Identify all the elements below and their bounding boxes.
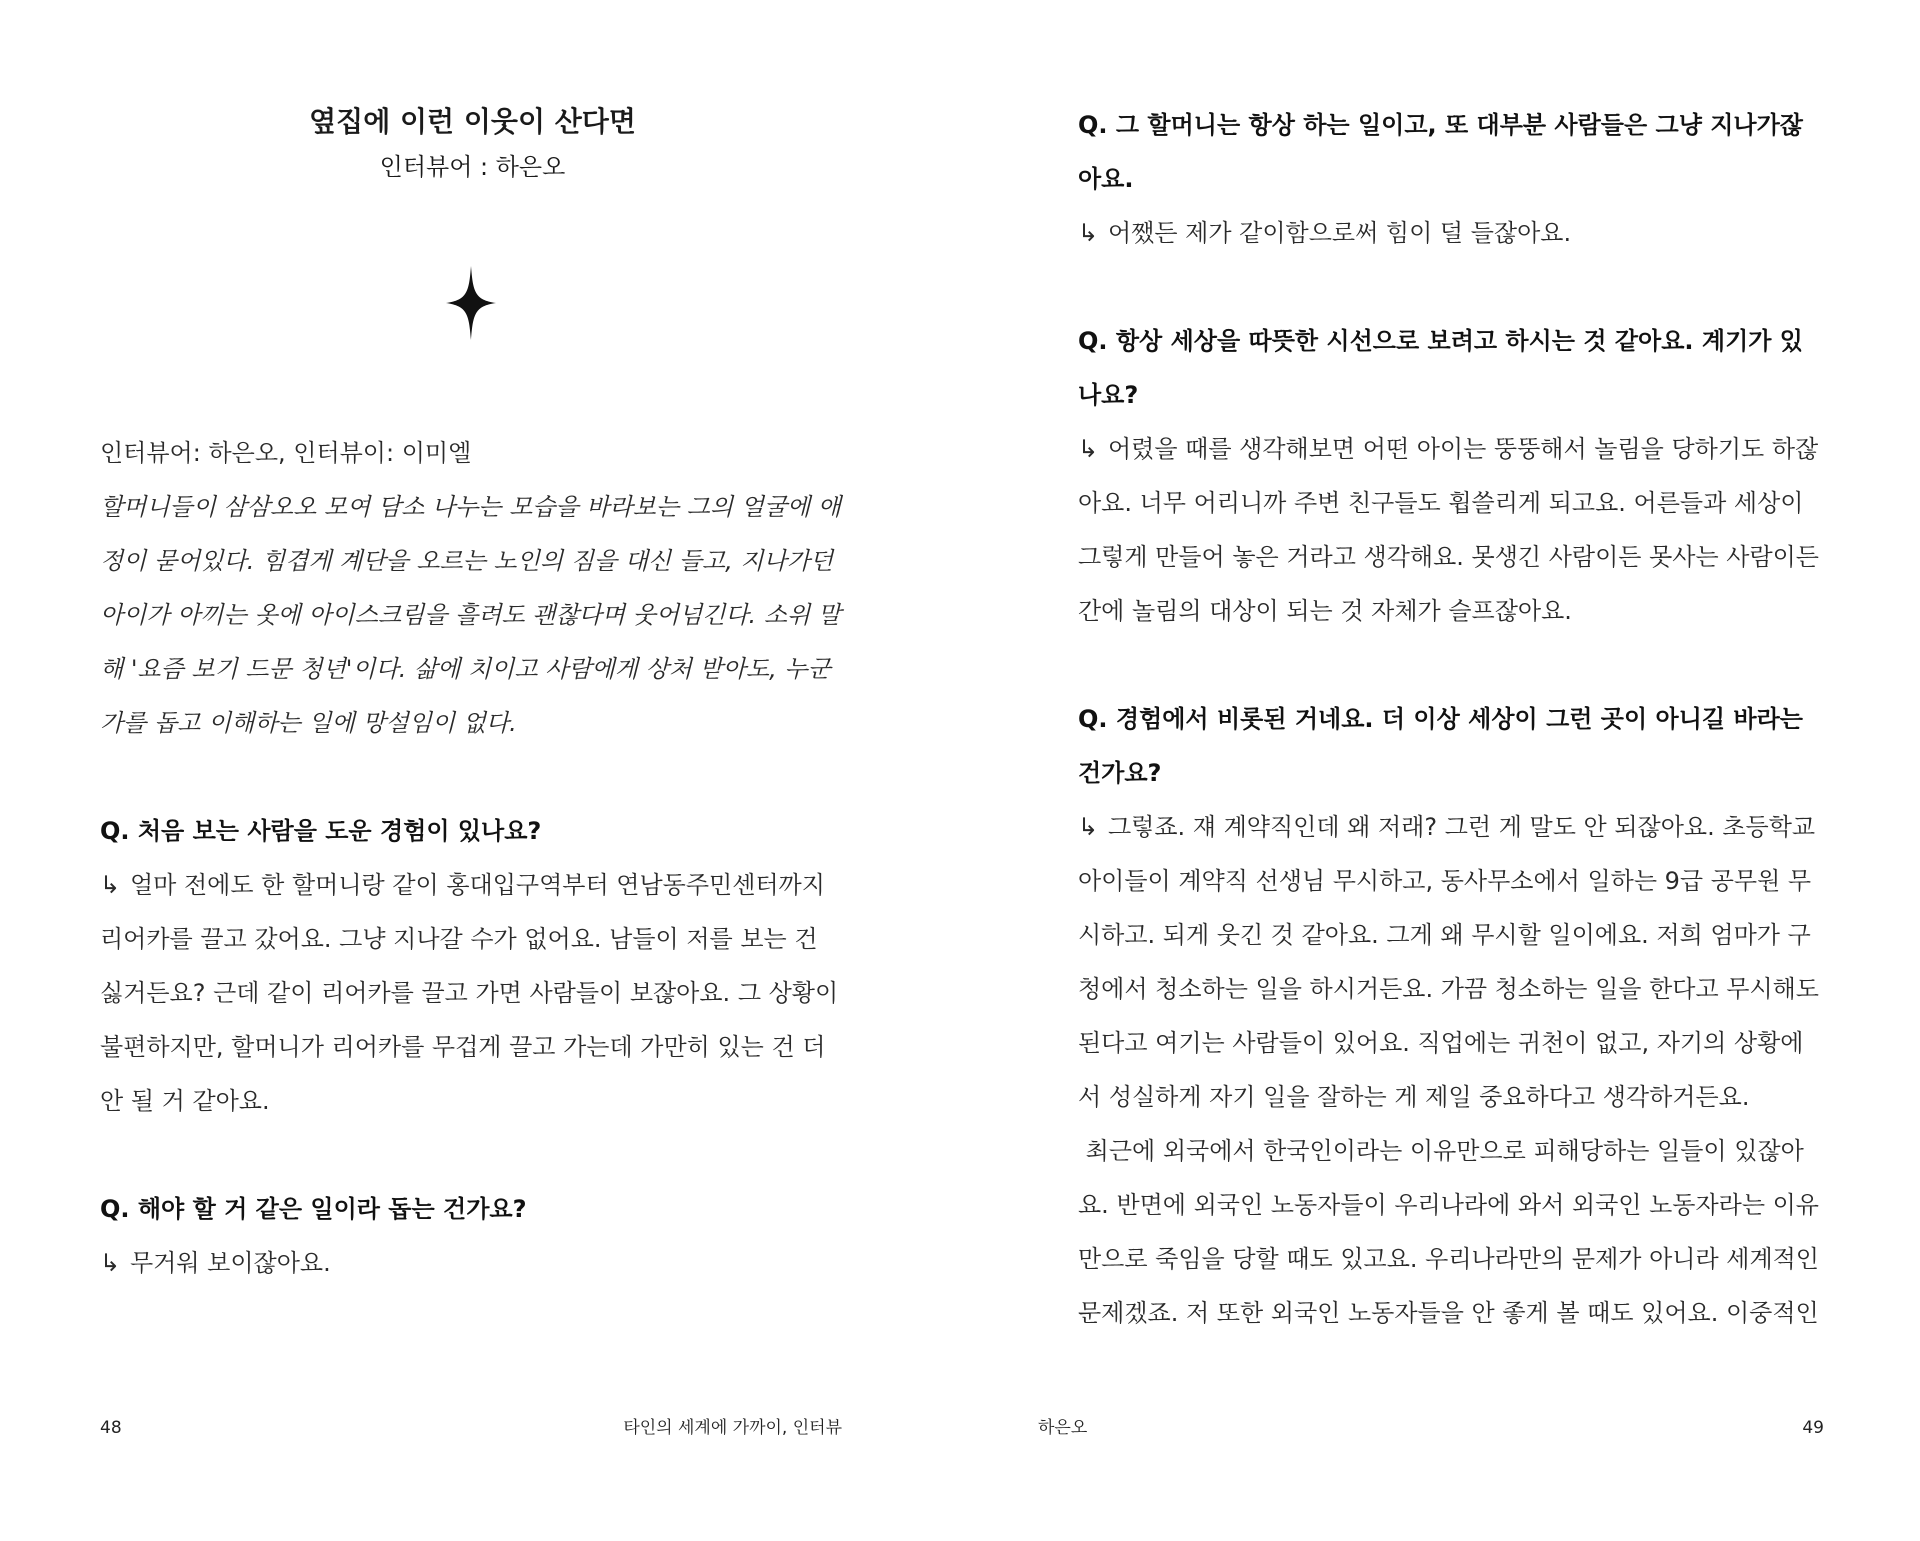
four-point-star-icon [446, 266, 496, 340]
credits: 인터뷰어: 하은오, 인터뷰이: 이미엘 [100, 439, 472, 467]
answer-arrow-icon: ↳ [1078, 219, 1099, 247]
answer-text: 최근에 외국에서 한국인이라는 이유만으로 피해당하는 일들이 있잖아요. 반면에 외국인 노동자들이 우리나라에 와서 외국인 노동자라는 이유만으로 죽임을 당할 때도 있고요. 우리나라만의 문제가 아니라 세계적인 문제겠죠. 저 또한 외국인 노동자들을 안 좋게 볼 때도 있어요. 이중적인 [1078, 1137, 1819, 1327]
answer-text: 어쨌든 제가 같이함으로써 힘이 덜 들잖아요. [1108, 219, 1572, 247]
running-title: 하은오 [1038, 1418, 1088, 1438]
running-title: 타인의 세계에 가까이, 인터뷰 [623, 1418, 842, 1438]
answer [100, 1236, 845, 1290]
answer [1078, 422, 1823, 638]
answer-text: 얼마 전에도 한 할머니랑 같이 홍대입구역부터 연남동주민센터까지 리어카를 끌고 갔어요. 그냥 지나갈 수가 없어요. 남들이 저를 보는 건 싫거든요? 근데 같이 리어카를 끌고 가면 사람들이 보잖아요. 그 상황이 불편하지만, 할머니가 리어카를 무겁게 끌고 가는데 가만히 있는 건 더 안 될 거 같아요. [100, 871, 839, 1115]
answer-arrow-icon: ↳ [100, 871, 121, 899]
left-column [100, 426, 845, 1290]
answer-arrow-icon: ↳ [1078, 813, 1099, 841]
question: Q. 그 할머니는 항상 하는 일이고, 또 대부분 사람들은 그냥 지나가잖아요. [1078, 111, 1803, 193]
right-column [1078, 98, 1823, 1340]
answer-arrow-icon: ↳ [100, 1249, 121, 1277]
answer-text: 무거워 보이잖아요. [130, 1249, 331, 1277]
answer [100, 858, 845, 1128]
answer [1078, 206, 1823, 260]
page-subtitle: 인터뷰어 : 하은오 [379, 153, 566, 181]
question: Q. 처음 보는 사람을 도운 경험이 있나요? [100, 817, 542, 845]
answer-continued [1078, 1124, 1823, 1340]
right-page [960, 0, 1920, 1541]
answer-text: 어렸을 때를 생각해보면 어떤 아이는 뚱뚱해서 놀림을 당하기도 하잖아요. 너무 어리니까 주변 친구들도 휩쓸리게 되고요. 어른들과 세상이 그렇게 만들어 놓은 거라고 생각해요. 못생긴 사람이든 못사는 사람이든 간에 놀림의 대상이 되는 것 자체가 슬프잖아요. [1078, 435, 1819, 625]
answer-text: 그렇죠. 쟤 계약직인데 왜 저래? 그런 게 말도 안 되잖아요. 초등학교 아이들이 계약직 선생님 무시하고, 동사무소에서 일하는 9급 공무원 무시하고. 되게 웃긴 것 같아요. 그게 왜 무시할 일이에요. 저희 엄마가 구청에서 청소하는 일을 하시거든요. 가끔 청소하는 일을 한다고 무시해도 된다고 여기는 사람들이 있어요. 직업에는 귀천이 없고, 자기의 상황에서 성실하게 자기 일을 잘하는 게 제일 중요하다고 생각하거든요. [1078, 813, 1819, 1111]
page-number: 48 [100, 1418, 122, 1438]
title-block [100, 102, 845, 186]
question: Q. 해야 할 거 같은 일이라 돕는 건가요? [100, 1195, 527, 1223]
question: Q. 항상 세상을 따뜻한 시선으로 보려고 하시는 것 같아요. 계기가 있나요? [1078, 327, 1803, 409]
answer-arrow-icon: ↳ [1078, 435, 1099, 463]
page-number: 49 [1802, 1418, 1824, 1438]
answer [1078, 800, 1823, 1124]
question: Q. 경험에서 비롯된 거네요. 더 이상 세상이 그런 곳이 아니길 바라는 건가요? [1078, 705, 1803, 787]
intro-paragraph: 할머니들이 삼삼오오 모여 담소 나누는 모습을 바라보는 그의 얼굴에 애정이 묻어있다. 힘겹게 계단을 오르는 노인의 짐을 대신 들고, 지나가던 아이가 아끼는 옷에 아이스크림을 흘려도 괜찮다며 웃어넘긴다. 소위 말해 '요즘 보기 드문 청년'이다. 삶에 치이고 사람에게 상처 받아도, 누군가를 돕고 이해하는 일에 망설임이 없다. [100, 493, 841, 737]
page-title: 옆집에 이런 이웃이 산다면 [309, 105, 636, 138]
